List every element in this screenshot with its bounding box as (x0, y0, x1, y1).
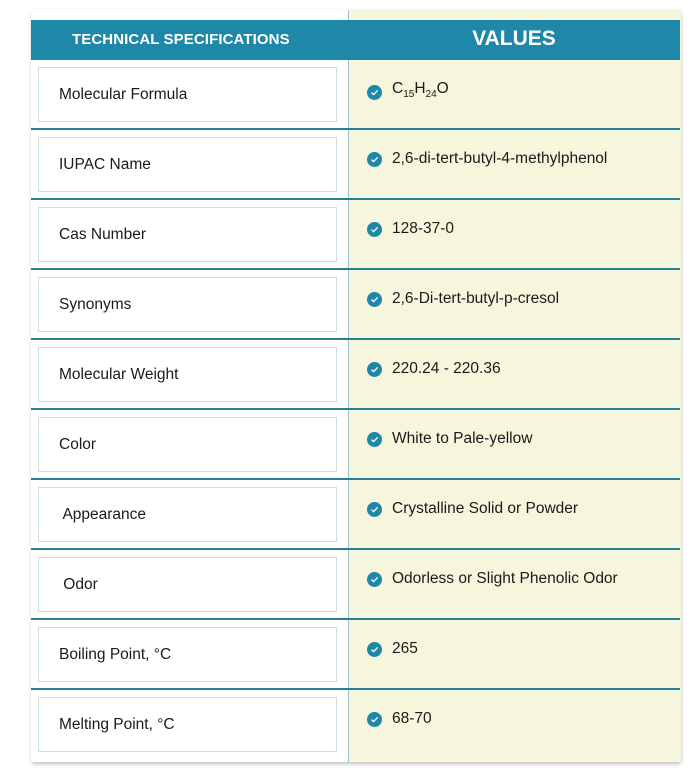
specifications-table (31, 10, 680, 762)
check-circle-icon (367, 85, 382, 100)
spec-value (367, 78, 449, 106)
spec-value-text: Crystalline Solid or Powder (392, 500, 579, 517)
spec-value-text: 2,6-di-tert-butyl-4-methylphenol (392, 150, 608, 167)
spec-value-text: Odorless or Slight Phenolic Odor (392, 570, 618, 587)
spec-label: Synonyms (59, 296, 132, 313)
table-row (31, 60, 680, 130)
spec-label: Appearance (59, 506, 147, 523)
spec-label: Cas Number (59, 226, 146, 243)
spec-label-box (38, 487, 337, 542)
spec-label-box (38, 417, 337, 472)
table-row (31, 270, 680, 340)
spec-value (367, 498, 578, 520)
spec-label: Boiling Point, °C (59, 646, 172, 663)
spec-label: Color (59, 436, 97, 453)
spec-value-text: 220.24 - 220.36 (392, 360, 501, 377)
check-circle-icon (367, 712, 382, 727)
check-circle-icon (367, 642, 382, 657)
table-row (31, 340, 680, 410)
spec-value-text: 68-70 (392, 710, 432, 727)
table-row (31, 550, 680, 620)
spec-label: Odor (59, 576, 98, 593)
spec-value (367, 358, 501, 380)
table-header (31, 20, 680, 60)
table-row (31, 200, 680, 270)
table-row (31, 130, 680, 200)
check-circle-icon (367, 502, 382, 517)
spec-label-box (38, 67, 337, 122)
spec-label: Molecular Formula (59, 86, 188, 103)
spec-label-box (38, 697, 337, 752)
check-circle-icon (367, 432, 382, 447)
header-values: VALUES (472, 27, 556, 50)
spec-value (367, 148, 607, 170)
table-row (31, 620, 680, 690)
table-row (31, 690, 680, 760)
spec-label: Melting Point, °C (59, 716, 175, 733)
header-technical-specifications: TECHNICAL SPECIFICATIONS (72, 31, 290, 48)
spec-label-box (38, 207, 337, 262)
spec-label-box (38, 137, 337, 192)
spec-label: IUPAC Name (59, 156, 151, 173)
spec-value-text: 265 (392, 640, 418, 657)
check-circle-icon (367, 222, 382, 237)
spec-value-text: 2,6-Di-tert-butyl-p-cresol (392, 290, 560, 307)
spec-label-box (38, 347, 337, 402)
spec-value (367, 288, 559, 310)
spec-value (367, 218, 454, 240)
spec-value (367, 638, 418, 660)
check-circle-icon (367, 362, 382, 377)
spec-label-box (38, 557, 337, 612)
spec-value (367, 708, 432, 730)
check-circle-icon (367, 152, 382, 167)
spec-value-text: White to Pale-yellow (392, 430, 533, 447)
table-row (31, 410, 680, 480)
spec-label-box (38, 277, 337, 332)
table-row (31, 480, 680, 550)
spec-label-box (38, 627, 337, 682)
check-circle-icon (367, 572, 382, 587)
molecular-formula-value: $C_{15}H_{24}O$ (392, 80, 449, 100)
spec-label: Molecular Weight (59, 366, 179, 383)
check-circle-icon (367, 292, 382, 307)
spec-value-text: 128-37-0 (392, 220, 455, 237)
spec-value (367, 568, 618, 590)
spec-value (367, 428, 532, 450)
